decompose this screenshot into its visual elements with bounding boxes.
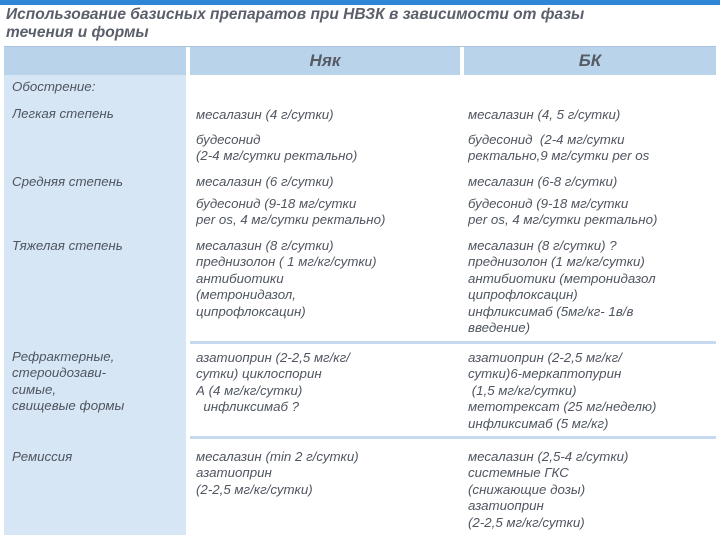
nyak-severe: месалазин (8 г/сутки) преднизолон ( 1 мг/кг/сутки) антибиотики (метронидазол, ципрофлоксацин)	[196, 238, 377, 319]
bk-remission: месалазин (2,5-4 г/сутки) системные ГКС (снижающие дозы) азатиоприн (2-2,5 мг/кг/сутки)	[468, 449, 629, 530]
bk-moderate-1: месалазин (6-8 г/сутки)	[468, 174, 618, 189]
column-divider	[186, 75, 190, 535]
row-label-moderate: Средняя степень	[12, 174, 123, 189]
column-divider	[460, 75, 464, 535]
nyak-remission: месалазин (min 2 г/сутки) азатиоприн (2-2,5 мг/кг/сутки)	[196, 449, 359, 497]
nyak-refractory: азатиоприн (2-2,5 мг/кг/ сутки) циклоспорин А (4 мг/кг/сутки) инфликсимаб ?	[196, 350, 350, 415]
bk-refractory: азатиоприн (2-2,5 мг/кг/ сутки)6-меркаптопурин (1,5 мг/кг/сутки) метотрексат (25 мг/неделю) инфликсимаб (5 мг/кг)	[468, 350, 657, 431]
nyak-mild-2: будесонид (2-4 мг/сутки ректально)	[196, 132, 358, 164]
row-label-severe: Тяжелая степень	[12, 238, 123, 253]
table-header	[4, 46, 716, 76]
nyak-moderate-1: месалазин (6 г/сутки)	[196, 174, 334, 189]
bk-severe: месалазин (8 г/сутки) ? преднизолон (1 мг/кг/сутки) антибиотики (метронидазол ципрофлоксацин) инфликсимаб (5мг/кг- 1в/в введение)	[468, 238, 656, 336]
header-bk: БК	[578, 51, 602, 70]
slide-title: Использование базисных препаратов при НВЗК в зависимости от фазы течения и формы	[6, 6, 585, 41]
bk-mild-1: месалазин (4, 5 г/сутки)	[468, 107, 621, 122]
header-nyak: Няк	[309, 51, 341, 70]
label-column	[4, 75, 186, 535]
row-label-mild: Легкая степень	[12, 106, 114, 121]
nyak-moderate-2: будесонид (9-18 мг/сутки per os, 4 мг/сутки ректально)	[196, 196, 386, 228]
row-label-exacerbation: Обострение:	[12, 79, 96, 94]
header-cell-empty	[4, 47, 186, 75]
bk-mild-2: будесонид (2-4 мг/сутки ректально,9 мг/сутки per os	[468, 132, 650, 164]
row-separator	[190, 436, 716, 439]
bk-moderate-2: будесонид (9-18 мг/сутки per os, 4 мг/сутки ректально)	[468, 196, 658, 228]
nyak-mild-1: месалазин (4 г/сутки)	[196, 107, 334, 122]
row-label-remission: Ремиссия	[12, 449, 73, 464]
row-separator	[190, 341, 716, 344]
row-label-refractory: Рефрактерные, стероидозави- симые, свищевые формы	[12, 349, 125, 414]
